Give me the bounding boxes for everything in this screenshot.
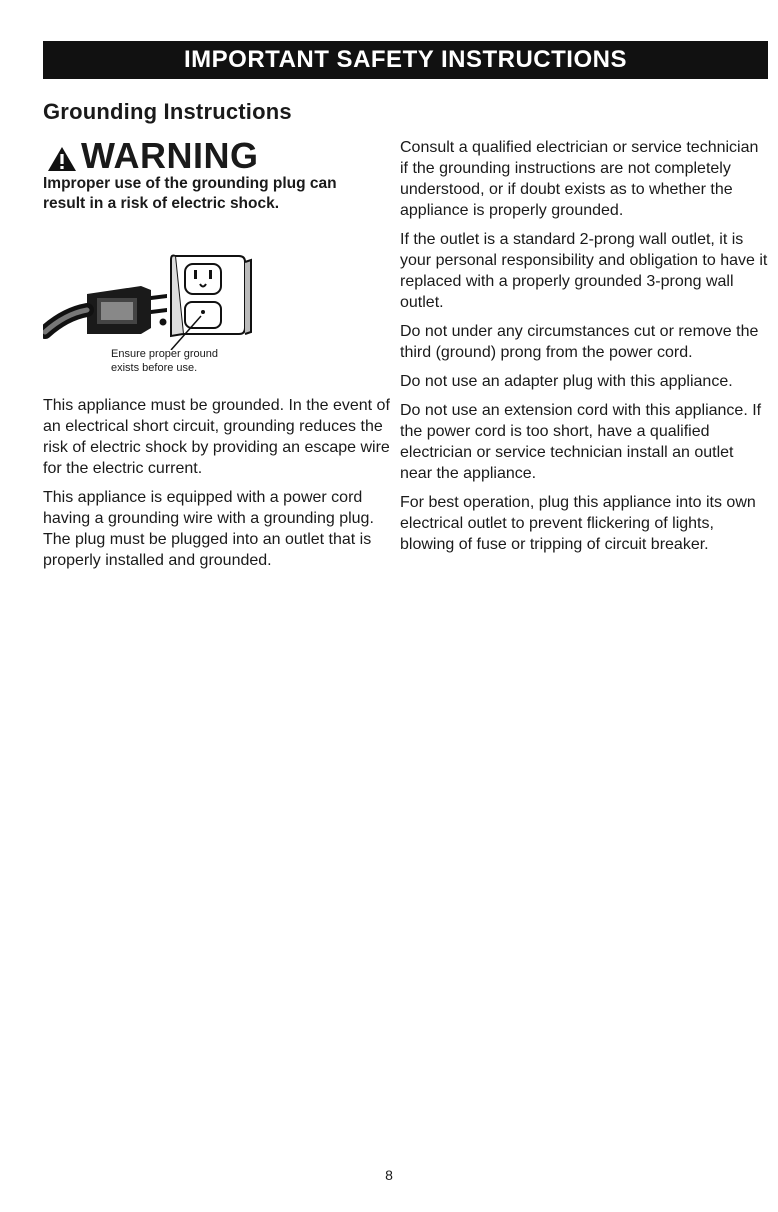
page-number: 8 bbox=[385, 1167, 393, 1183]
section-title: Grounding Instructions bbox=[43, 99, 292, 124]
ground-prong-paragraph: Do not under any circumstances cut or remove the third (ground) prong from the power cord. bbox=[400, 323, 759, 361]
plug-outlet-illustration-icon bbox=[43, 250, 263, 350]
right-column bbox=[400, 137, 768, 563]
adapter-plug-paragraph: Do not use an adapter plug with this appliance. bbox=[400, 373, 733, 390]
warning-triangle-icon bbox=[47, 146, 77, 172]
caption-line-2: exists before use. bbox=[111, 362, 198, 374]
warning-heading bbox=[47, 136, 259, 176]
best-operation-paragraph: For best operation, plug this appliance into its own electrical outlet to prevent flickering of lights, blowing of fuse or tripping of circuit breaker. bbox=[400, 494, 756, 553]
safety-banner bbox=[43, 41, 768, 79]
two-prong-outlet-paragraph: If the outlet is a standard 2-prong wall outlet, it is your personal responsibility and obligation to have it replaced with a properly grounded 3-prong wall outlet. bbox=[400, 231, 768, 311]
caption-line-1: Ensure proper ground bbox=[111, 348, 219, 360]
grounded-plug-illustration bbox=[43, 250, 263, 355]
power-cord-paragraph: This appliance is equipped with a power cord having a grounding wire with a grounding plug. The plug must be plugged into an outlet that is properly installed and grounded. bbox=[43, 489, 374, 569]
warning-label: WARNING bbox=[81, 135, 259, 176]
grounding-paragraph: This appliance must be grounded. In the event of an electrical short circuit, grounding reduces the risk of electric shock by providing an escape wire for the electric current. bbox=[43, 397, 390, 477]
banner-title: IMPORTANT SAFETY INSTRUCTIONS bbox=[184, 46, 627, 73]
illustration-caption bbox=[111, 347, 218, 375]
left-column bbox=[43, 395, 403, 579]
consult-electrician-paragraph: Consult a qualified electrician or service technician if the grounding instructions are not completely understood, or if doubt exists as to whether the appliance is properly grounded. bbox=[400, 139, 759, 219]
warning-subtitle: Improper use of the grounding plug can result in a risk of electric shock. bbox=[43, 175, 337, 212]
extension-cord-paragraph: Do not use an extension cord with this appliance. If the power cord is too short, have a qualified electrician or service technician install an outlet near the appliance. bbox=[400, 402, 762, 482]
